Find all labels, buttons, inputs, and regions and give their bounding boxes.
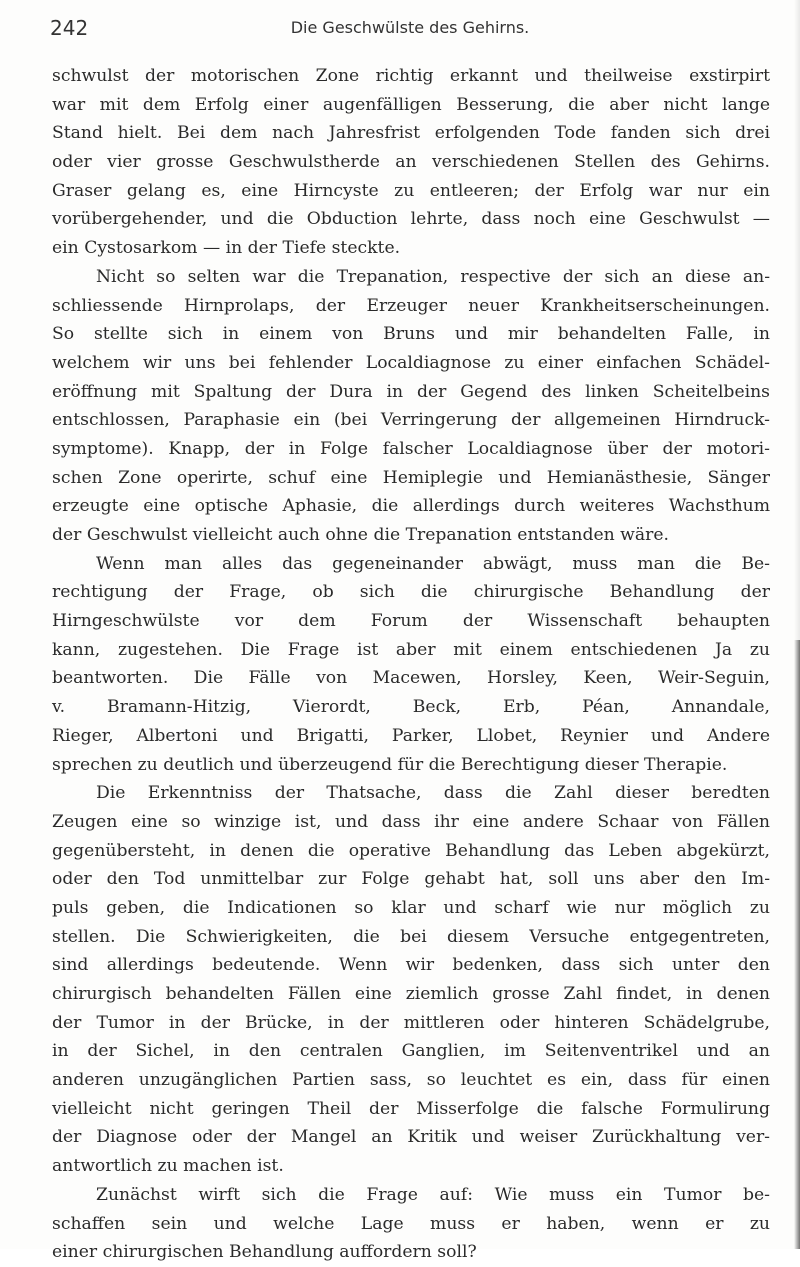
- text-line: entschlossen, Paraphasie ein (bei Verringerung der allgemeinen Hirndruck-: [52, 410, 770, 431]
- text-line: beantworten. Die Fälle von Macewen, Horsley, Keen, Weir-Seguin,: [52, 668, 770, 689]
- text-line: Stand hielt. Bei dem nach Jahresfrist erfolgenden Tode fanden sich drei: [52, 123, 770, 144]
- text-line: erzeugte eine optische Aphasie, die allerdings durch weiteres Wachsthum: [52, 496, 770, 517]
- text-line: der Geschwulst vielleicht auch ohne die Trepanation entstanden wäre.: [52, 525, 669, 545]
- text-line: anderen unzugänglichen Partien sass, so leuchtet es ein, dass für einen: [52, 1070, 770, 1091]
- text-line: Graser gelang es, eine Hirncyste zu entleeren; der Erfolg war nur ein: [52, 180, 770, 201]
- text-line: oder vier grosse Geschwulstherde an verschiedenen Stellen des Gehirns.: [52, 152, 770, 173]
- text-line: Hirngeschwülste vor dem Forum der Wissenschaft behaupten: [52, 611, 770, 632]
- text-line: sprechen zu deutlich und überzeugend für die Berechtigung dieser Therapie.: [52, 754, 728, 775]
- text-line: v. Bramann-Hitzig, Vierordt, Beck, Erb, Péan, Annandale,: [52, 697, 770, 718]
- text-line: einer chirurgischen Behandlung auffordern soll?: [52, 1242, 477, 1263]
- text-line: vielleicht nicht geringen Theil der Misserfolge die falsche Formulirung: [52, 1098, 770, 1119]
- text-line: oder den Tod unmittelbar zur Folge gehabt hat, soll uns aber den Im-: [52, 869, 770, 890]
- text-line: chirurgisch behandelten Fällen eine ziemlich grosse Zahl findet, in denen: [52, 984, 770, 1004]
- text-line: gegenübersteht, in denen die operative Behandlung das Leben abgekürzt,: [52, 840, 770, 861]
- page-number: 242: [50, 16, 89, 40]
- page-edge-shadow: [794, 640, 800, 1249]
- text-line: symptome). Knapp, der in Folge falscher Localdiagnose über der motori-: [52, 438, 770, 459]
- text-line: antwortlich zu machen ist.: [52, 1156, 284, 1177]
- text-line: schliessende Hirnprolaps, der Erzeuger neuer Krankheitserscheinungen.: [52, 295, 770, 316]
- text-line: Wenn man alles das gegeneinander abwägt, muss man die Be-: [96, 553, 770, 574]
- page-edge-shadow: [794, 0, 800, 640]
- text-line: in der Sichel, in den centralen Ganglien, im Seitenventrikel und an: [52, 1041, 770, 1062]
- text-line: stellen. Die Schwierigkeiten, die bei diesem Versuche entgegentreten,: [52, 926, 770, 947]
- page-header: [50, 16, 770, 46]
- text-line: Zeugen eine so winzige ist, und dass ihr eine andere Schaar von Fällen: [52, 811, 770, 832]
- text-line: welchem wir uns bei fehlender Localdiagnose zu einer einfachen Schädel-: [52, 352, 770, 373]
- text-line: So stellte sich in einem von Bruns und mir behandelten Falle, in: [52, 324, 770, 345]
- text-line: Die Erkenntniss der Thatsache, dass die Zahl dieser beredten: [96, 783, 770, 804]
- text-line: schen Zone operirte, schuf eine Hemiplegie und Hemianästhesie, Sänger: [52, 467, 770, 488]
- text-line: sind allerdings bedeutende. Wenn wir bedenken, dass sich unter den: [52, 955, 770, 976]
- text-line: der Diagnose oder der Mangel an Kritik und weiser Zurückhaltung ver-: [52, 1127, 770, 1148]
- text-line: kann, zugestehen. Die Frage ist aber mit einem entschiedenen Ja zu: [52, 639, 770, 660]
- text-line: Zunächst wirft sich die Frage auf: Wie muss ein Tumor be-: [96, 1184, 770, 1205]
- text-line: eröffnung mit Spaltung der Dura in der Gegend des linken Scheitelbeins: [52, 381, 770, 402]
- text-line: schwulst der motorischen Zone richtig erkannt und theilweise exstirpirt: [52, 66, 770, 86]
- text-line: der Tumor in der Brücke, in der mittleren oder hinteren Schädelgrube,: [52, 1012, 770, 1033]
- text-line: schaffen sein und welche Lage muss er haben, wenn er zu: [52, 1213, 770, 1234]
- text-line: Nicht so selten war die Trepanation, respective der sich an diese an-: [96, 266, 770, 287]
- text-line: ein Cystosarkom — in der Tiefe steckte.: [52, 238, 401, 259]
- text-line: puls geben, die Indicationen so klar und scharf wie nur möglich zu: [52, 897, 770, 918]
- text-line: rechtigung der Frage, ob sich die chirurgische Behandlung der: [52, 582, 770, 603]
- text-line: vorübergehender, und die Obduction lehrte, dass noch eine Geschwulst —: [52, 209, 770, 230]
- running-head: Die Geschwülste des Gehirns.: [290, 18, 530, 37]
- text-line: war mit dem Erfolg einer augenfälligen Besserung, die aber nicht lange: [52, 94, 770, 115]
- body-text: [52, 62, 770, 1267]
- text-line: Rieger, Albertoni und Brigatti, Parker, Llobet, Reynier und Andere: [52, 725, 770, 746]
